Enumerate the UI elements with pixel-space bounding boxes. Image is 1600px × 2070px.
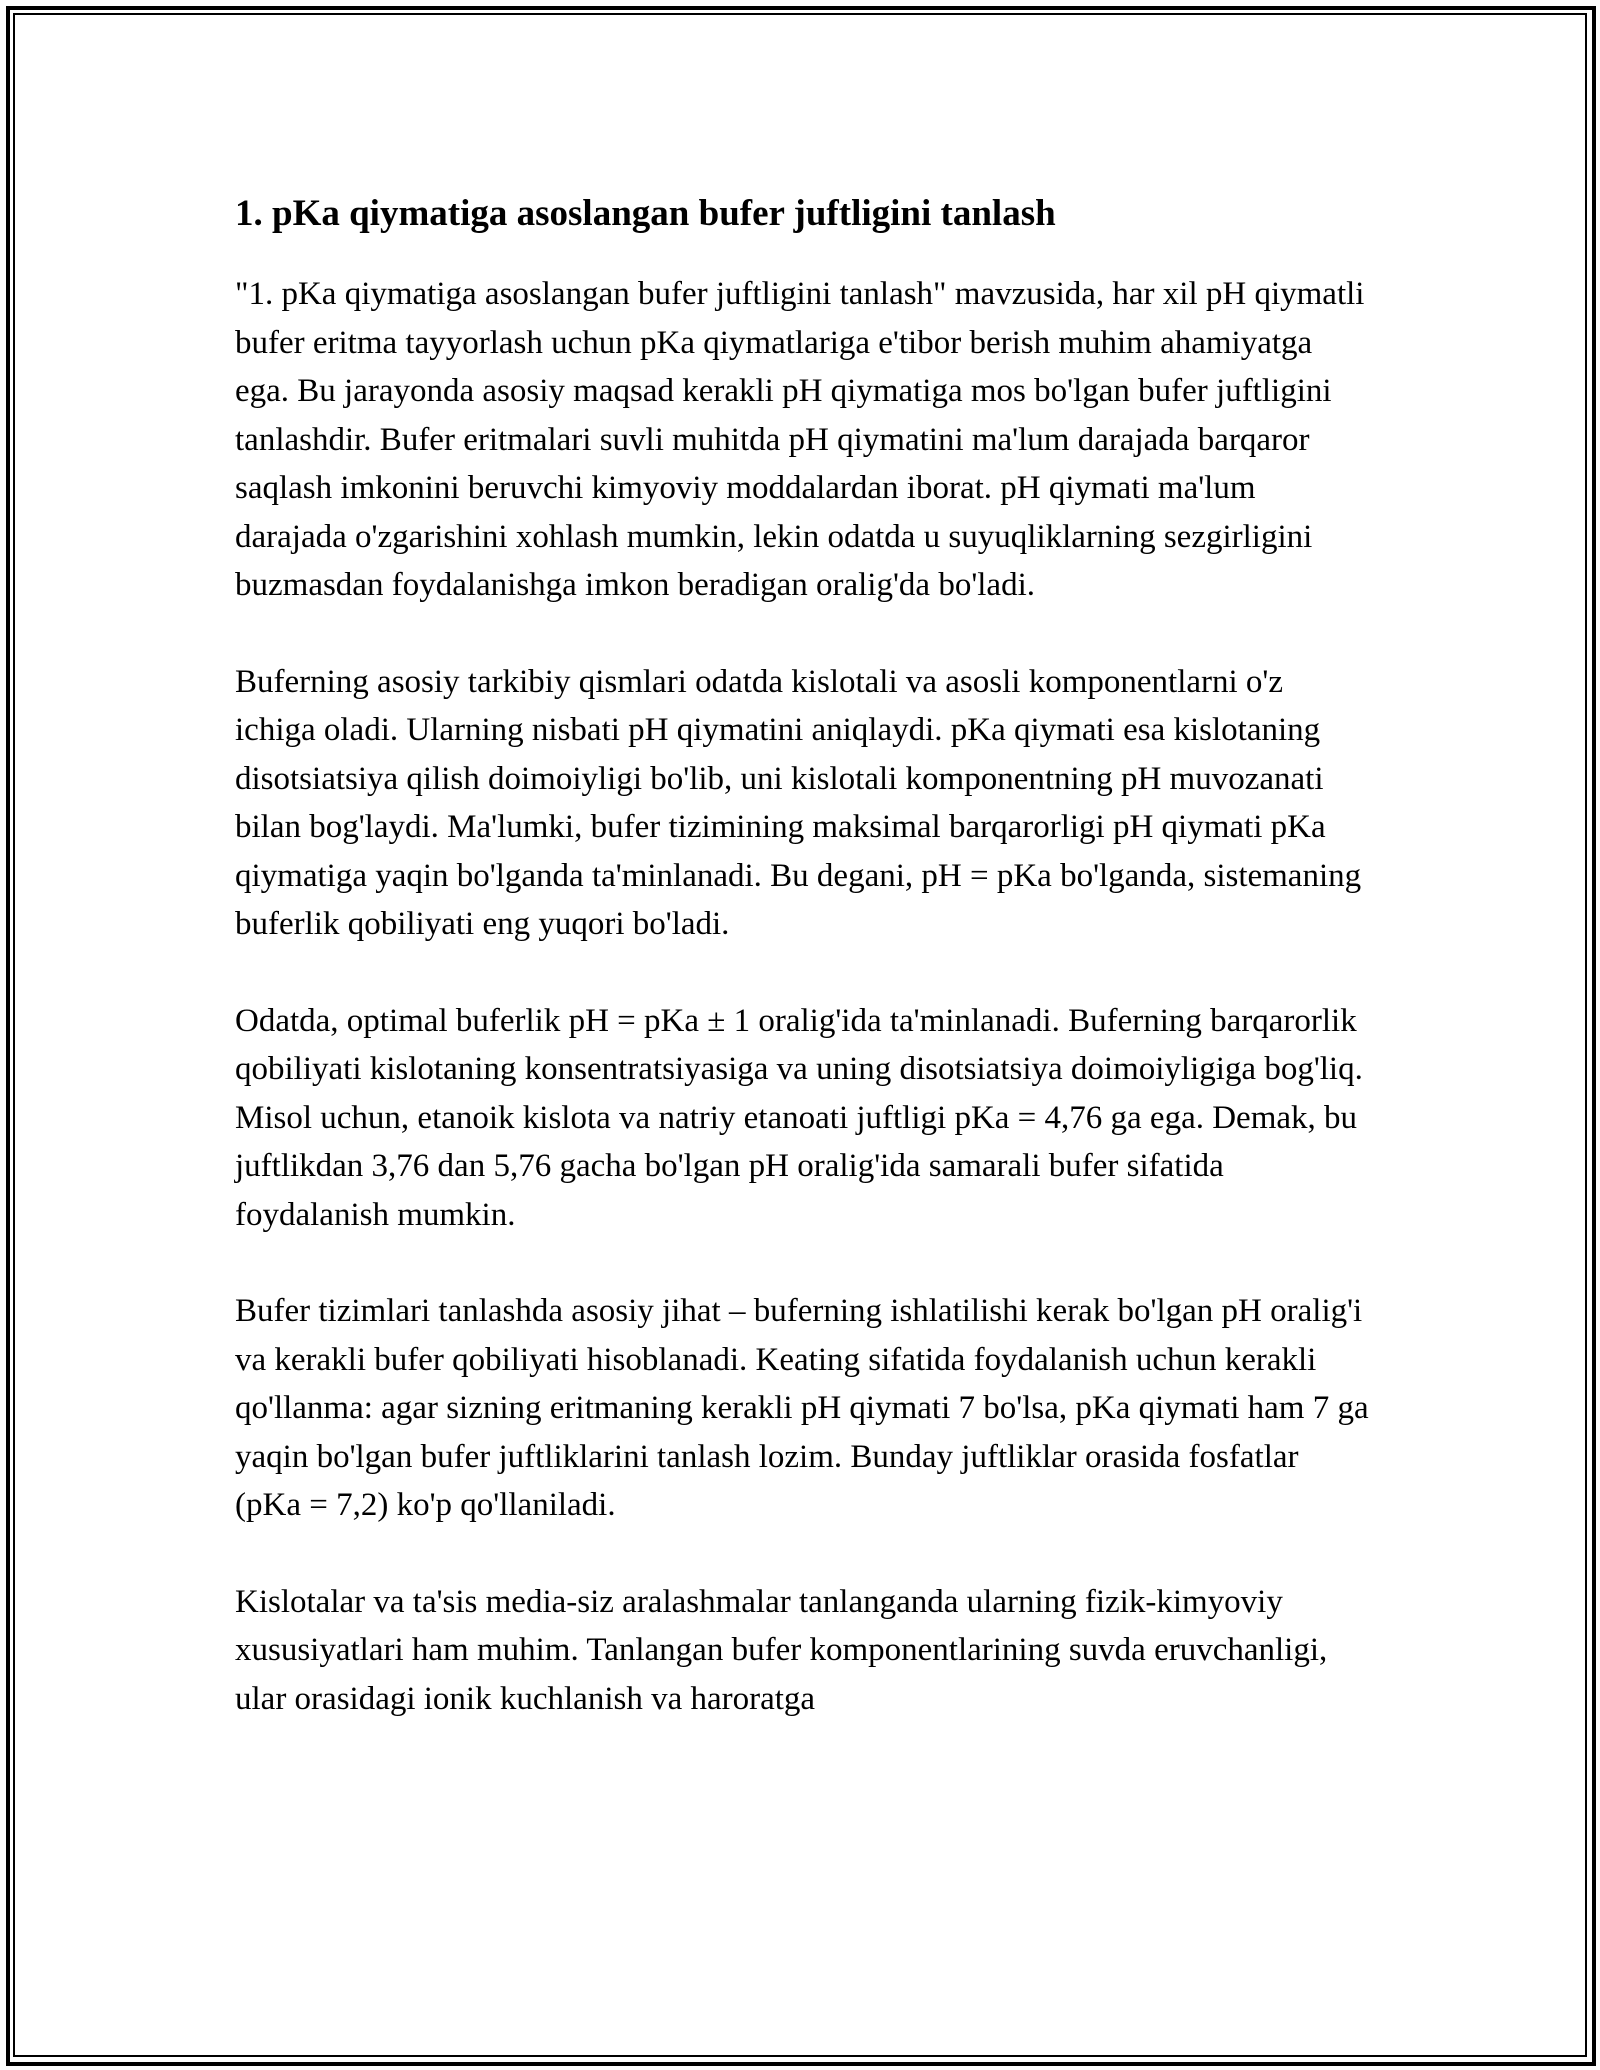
paragraph-4: Bufer tizimlari tanlashda asosiy jihat – buferning ishlatilishi kerak bo'lgan pH oralig'i va kerakli bufer qobiliyati hisoblanadi. Keating sifatida foydalanish uchun kerakli qo'llanma: agar sizning eritmaning kerakli pH qiymati 7 bo'lsa, pKa qiymati ham 7 ga yaqin bo'lgan bufer juftliklarini tanlash lozim. Bunday juftliklar orasida fosfatlar (pKa = 7,2) ko'p qo'llaniladi. (235, 1293, 1369, 1523)
document-body (235, 188, 1370, 1771)
paragraph-5: Kislotalar va ta'sis media-siz aralashmalar tanlanganda ularning fizik-kimyoviy xususiyatlari ham muhim. Tanlangan bufer komponentlarining suvda eruvchanligi, ular orasidagi ionik kuchlanish va haroratga (235, 1583, 1328, 1717)
paragraph-1: "1. pKa qiymatiga asoslangan bufer juftligini tanlash" mavzusida, har xil pH qiymatli bufer eritma tayyorlash uchun pKa qiymatlariga e'tibor berish muhim ahamiyatga ega. Bu jarayonda asosiy maqsad kerakli pH qiymatiga mos bo'lgan bufer juftligini tanlashdir. Bufer eritmalari suvli muhitda pH qiymatini ma'lum darajada barqaror saqlash imkonini beruvchi kimyoviy moddalardan iborat. pH qiymati ma'lum darajada o'zgarishini xohlash mumkin, lekin odatda u suyuqliklarning sezgirligini buzmasdan foydalanishga imkon beradigan oralig'da bo'ladi. (235, 276, 1365, 603)
section-title: 1. pKa qiymatiga asoslangan bufer juftligini tanlash (235, 193, 1056, 234)
paragraph-3: Odatda, optimal buferlik pH = pKa ± 1 oralig'ida ta'minlanadi. Buferning barqarorlik qobiliyati kislotaning konsentratsiyasiga va uning disotsiatsiya doimoiyligiga bog'liq. Misol uchun, etanoik kislota va natriy etanoati juftligi pKa = 4,76 ga ega. Demak, bu juftlikdan 3,76 dan 5,76 gacha bo'lgan pH oralig'ida samarali bufer sifatida foydalanish mumkin. (235, 1002, 1363, 1233)
paragraph-2: Buferning asosiy tarkibiy qismlari odatda kislotali va asosli komponentlarni o'z ichiga oladi. Ularning nisbati pH qiymatini aniqlaydi. pKa qiymati esa kislotaning disotsiatsiya qilish doimoiyligi bo'lib, uni kislotali komponentning pH muvozanati bilan bog'laydi. Ma'lumki, bufer tizimining maksimal barqarorligi pH qiymati pKa qiymatiga yaqin bo'lganda ta'minlanadi. Bu degani, pH = pKa bo'lganda, sistemaning buferlik qobiliyati eng yuqori bo'ladi. (235, 663, 1362, 942)
